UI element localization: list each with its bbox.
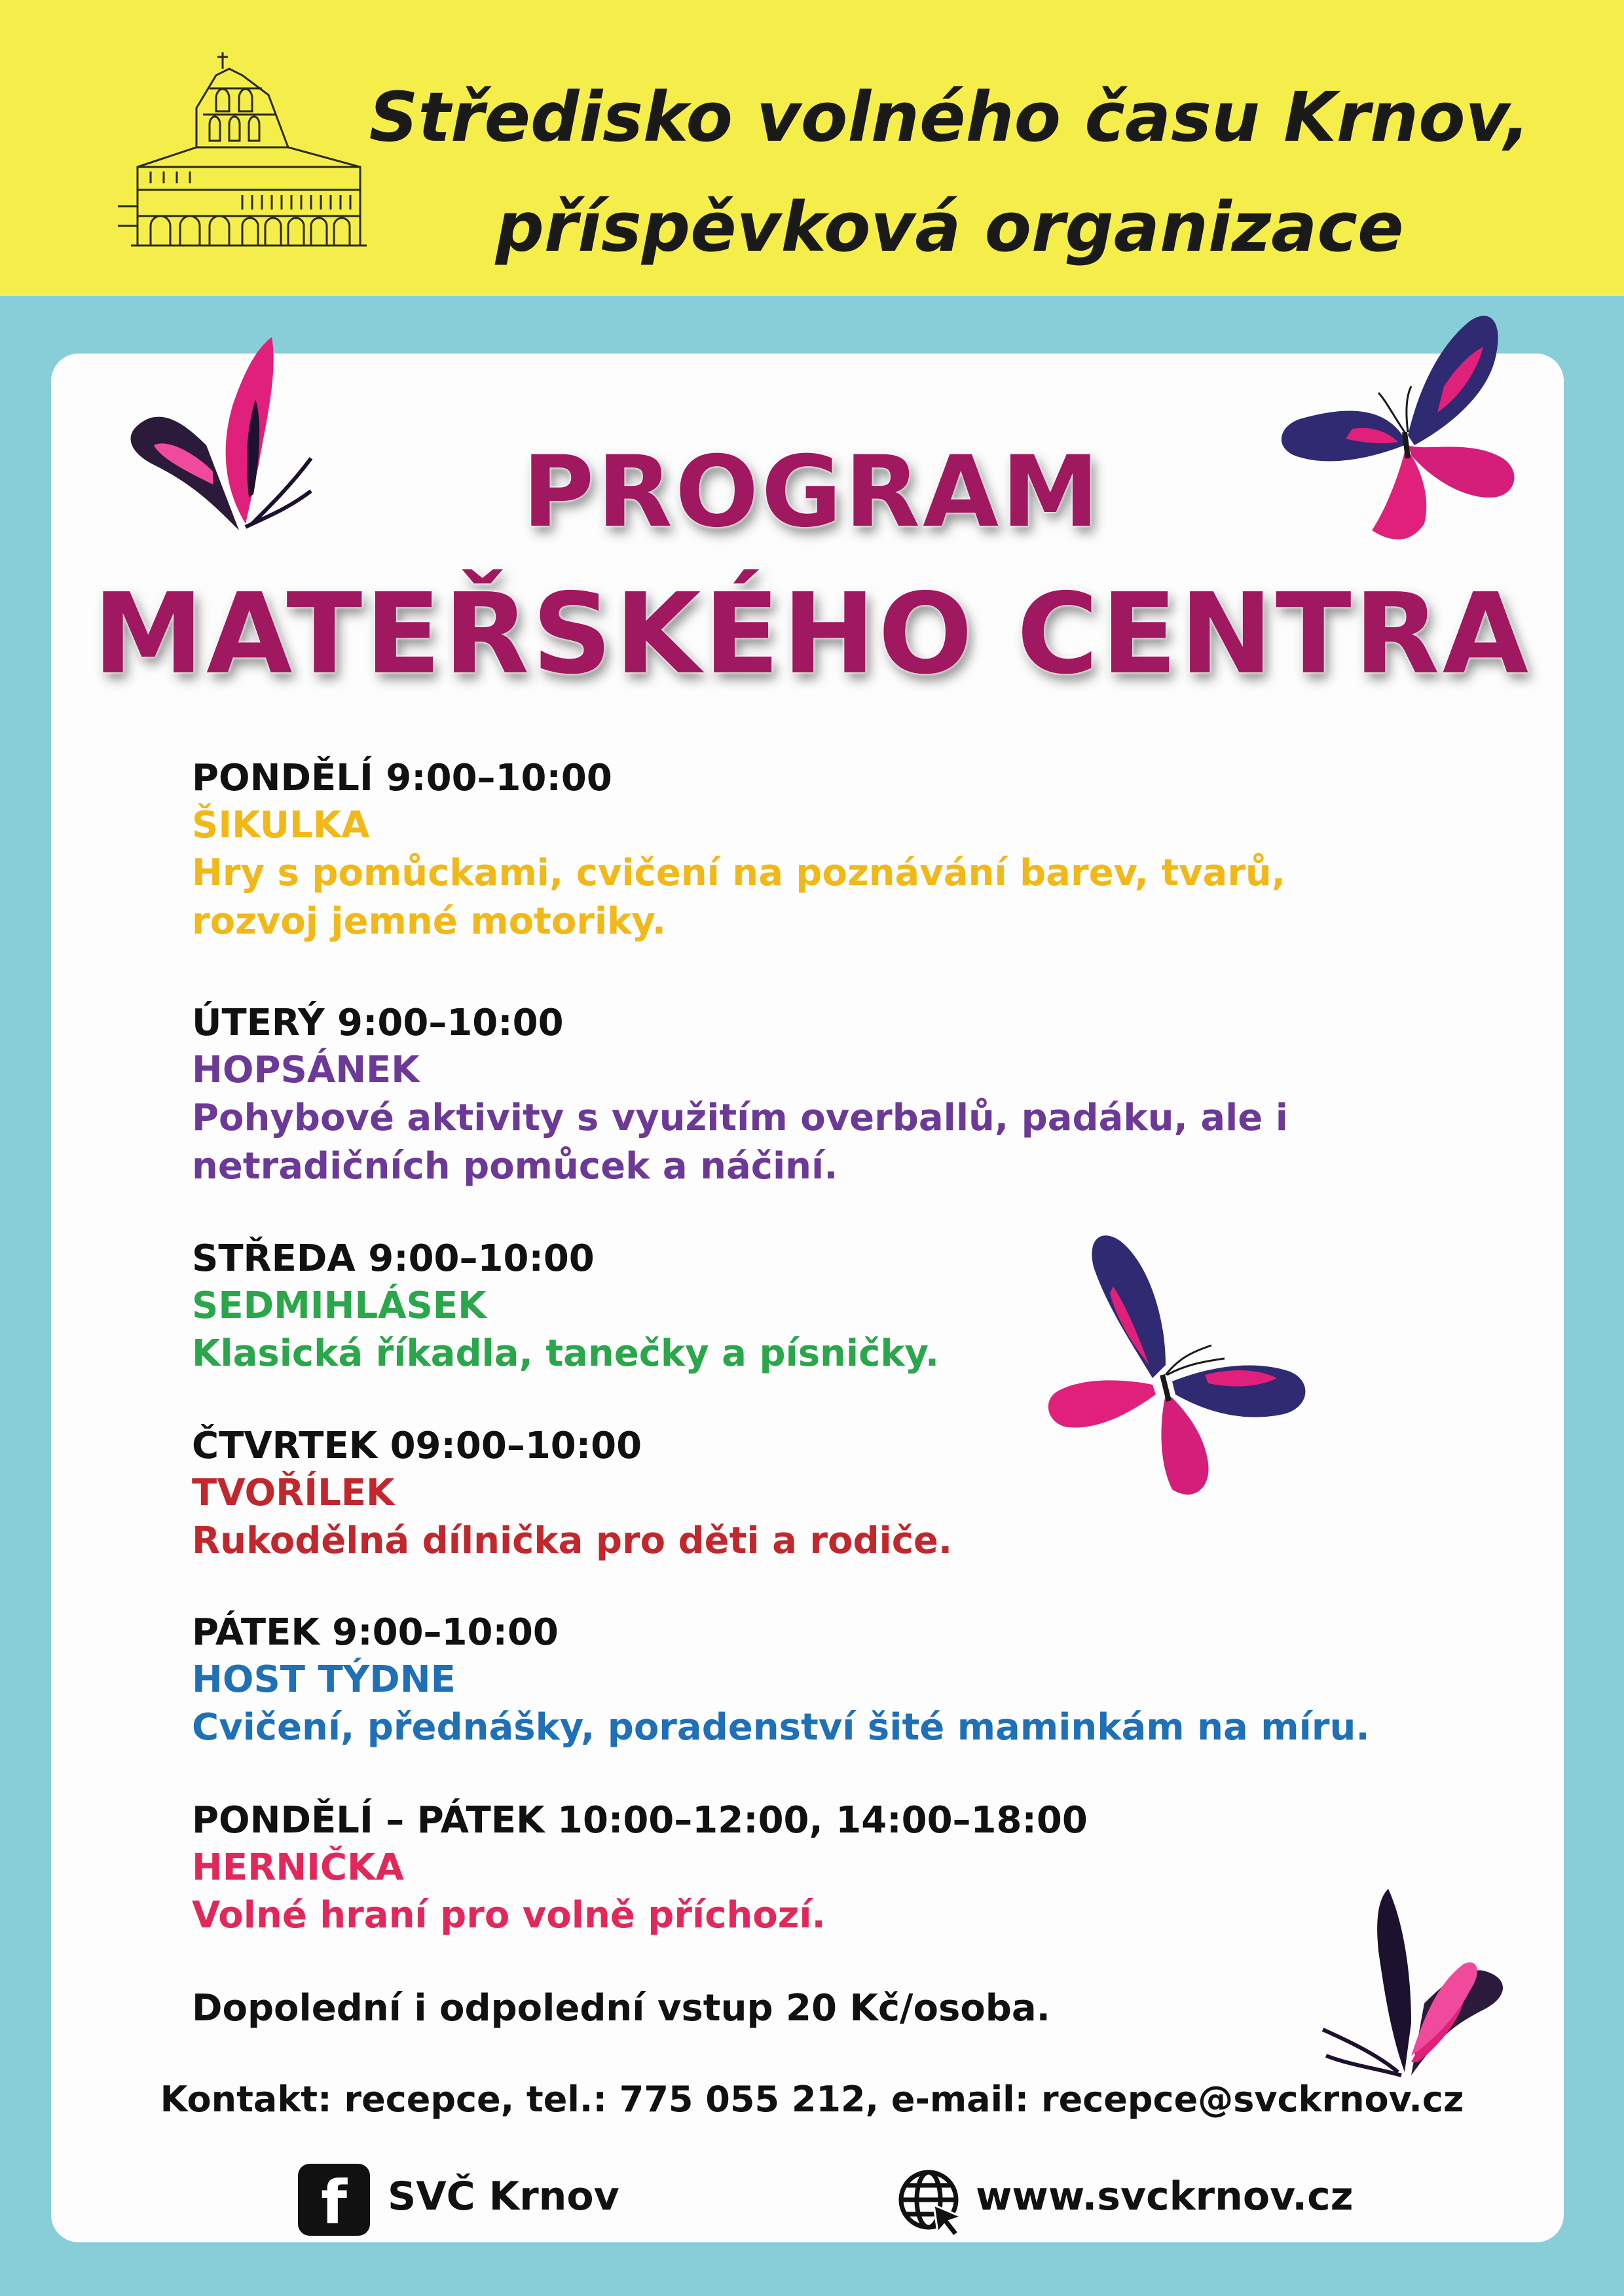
facebook-link[interactable]: SVČ Krnov (388, 2174, 619, 2219)
schedule-item-weekdays (192, 1797, 1469, 1940)
schedule-description: Volné hraní pro volně příchozí. (192, 1894, 826, 1937)
organization-name (327, 62, 1572, 282)
schedule-description: Rukodělná dílnička pro děti a rodiče. (192, 1520, 953, 1562)
schedule-item-monday (192, 755, 1469, 946)
schedule-day: PONDĚLÍ – PÁTEK 10:00–12:00, 14:00–18:00 (192, 1799, 1088, 1842)
schedule-day: ÚTERÝ 9:00–10:00 (192, 1002, 564, 1044)
schedule-day: PONDĚLÍ 9:00–10:00 (192, 757, 612, 799)
schedule-day: STŘEDA 9:00–10:00 (192, 1237, 595, 1280)
schedule-description: Hry s pomůckami, cvičení na poznávání barev, tvarů, rozvoj jemné motoriky. (192, 852, 1286, 943)
organization-name-line1: Středisko volného času Krnov, (369, 77, 1530, 157)
website-link[interactable]: www.svckrnov.cz (976, 2174, 1354, 2219)
schedule-day: ČTVRTEK 09:00–10:00 (192, 1425, 642, 1467)
contact-info: Kontakt: recepce, tel.: 775 055 212, e-mail: recepce@svckrnov.cz (160, 2079, 1464, 2120)
organization-name-line2: příspěvková organizace (495, 187, 1404, 267)
facebook-icon[interactable]: f (298, 2164, 370, 2236)
schedule-program-name: ŠIKULKA (192, 804, 370, 847)
schedule-description: Pohybové aktivity s využitím overballů, padáku, ale i netradičních pomůcek a náčiní. (192, 1097, 1288, 1188)
schedule-item-tuesday (192, 1000, 1469, 1191)
schedule-item-wednesday (192, 1235, 1469, 1378)
entry-fee: Dopolední i odpolední vstup 20 Kč/osoba. (192, 1987, 1050, 2030)
schedule-program-name: HOPSÁNEK (192, 1049, 420, 1091)
schedule-description: Klasická říkadla, tanečky a písničky. (192, 1332, 940, 1375)
schedule-program-name: HERNIČKA (192, 1846, 404, 1889)
header-banner (0, 0, 1624, 296)
schedule-program-name: HOST TÝDNE (192, 1658, 456, 1701)
schedule-day: PÁTEK 9:00–10:00 (192, 1611, 559, 1654)
program-title-line1: PROGRAM (522, 435, 1102, 549)
schedule-item-thursday (192, 1423, 1469, 1565)
schedule-description: Cvičení, přednášky, poradenství šité maminkám na míru. (192, 1706, 1370, 1749)
schedule-item-friday (192, 1609, 1469, 1752)
schedule-program-name: SEDMIHLÁSEK (192, 1285, 487, 1327)
program-title-line2: MATEŘSKÉHO CENTRA (92, 570, 1532, 699)
schedule-program-name: TVOŘÍLEK (192, 1472, 395, 1514)
globe-cursor-icon[interactable] (896, 2167, 968, 2239)
